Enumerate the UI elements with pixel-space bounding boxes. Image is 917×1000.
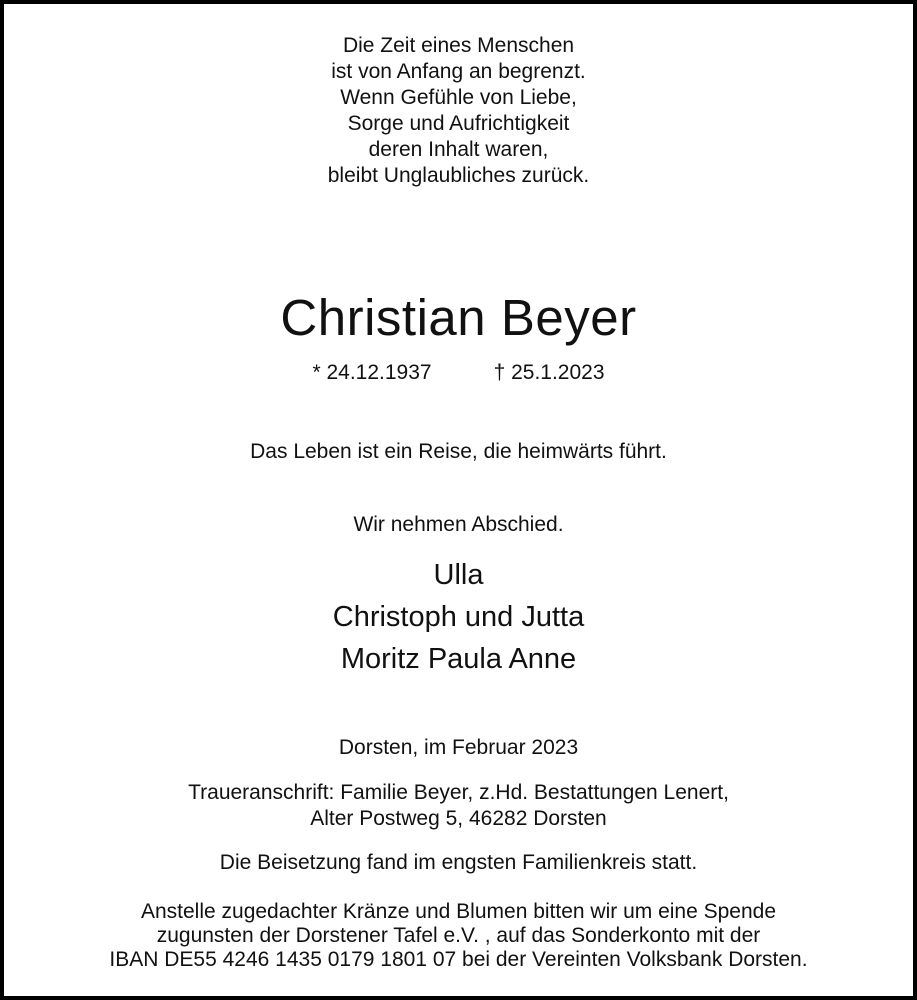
poem-line: Wenn Gefühle von Liebe, <box>340 86 577 109</box>
address-line: Alter Postweg 5, 46282 Dorsten <box>310 807 607 830</box>
address-line: Traueranschrift: Familie Beyer, z.Hd. Bestattungen Lenert, <box>188 781 729 804</box>
birth-date: * 24.12.1937 <box>312 361 432 384</box>
donation-line: Anstelle zugedachter Kränze und Blumen bitten wir um eine Spende <box>140 900 777 923</box>
donation-line: zugunsten der Dorstener Tafel e.V. , auf das Sonderkonto mit der <box>156 924 761 947</box>
life-quote: Das Leben ist ein Reise, die heimwärts führt. <box>250 440 667 463</box>
mourning-address <box>4 780 913 832</box>
mourner-name: Ulla <box>433 559 484 591</box>
life-dates <box>4 360 913 386</box>
deceased-name: Christian Beyer <box>280 289 637 346</box>
poem <box>4 33 913 189</box>
farewell-line: Wir nehmen Abschied. <box>353 513 564 536</box>
burial-note: Die Beisetzung fand im engsten Familienkreis statt. <box>219 851 698 874</box>
mourner-name: Moritz Paula Anne <box>340 643 577 675</box>
death-date: † 25.1.2023 <box>493 361 605 384</box>
poem-line: bleibt Unglaubliches zurück. <box>327 164 590 187</box>
poem-line: Die Zeit eines Menschen <box>342 34 575 57</box>
donation-request <box>4 900 913 972</box>
place-date: Dorsten, im Februar 2023 <box>338 736 579 759</box>
mourners-list <box>4 554 913 680</box>
poem-line: deren Inhalt waren, <box>368 138 549 161</box>
mourner-name: Christoph und Jutta <box>332 601 585 633</box>
poem-line: ist von Anfang an begrenzt. <box>331 60 586 83</box>
poem-line: Sorge und Aufrichtigkeit <box>347 112 570 135</box>
donation-line: IBAN DE55 4246 1435 0179 1801 07 bei der Vereinten Volksbank Dorsten. <box>109 948 808 971</box>
